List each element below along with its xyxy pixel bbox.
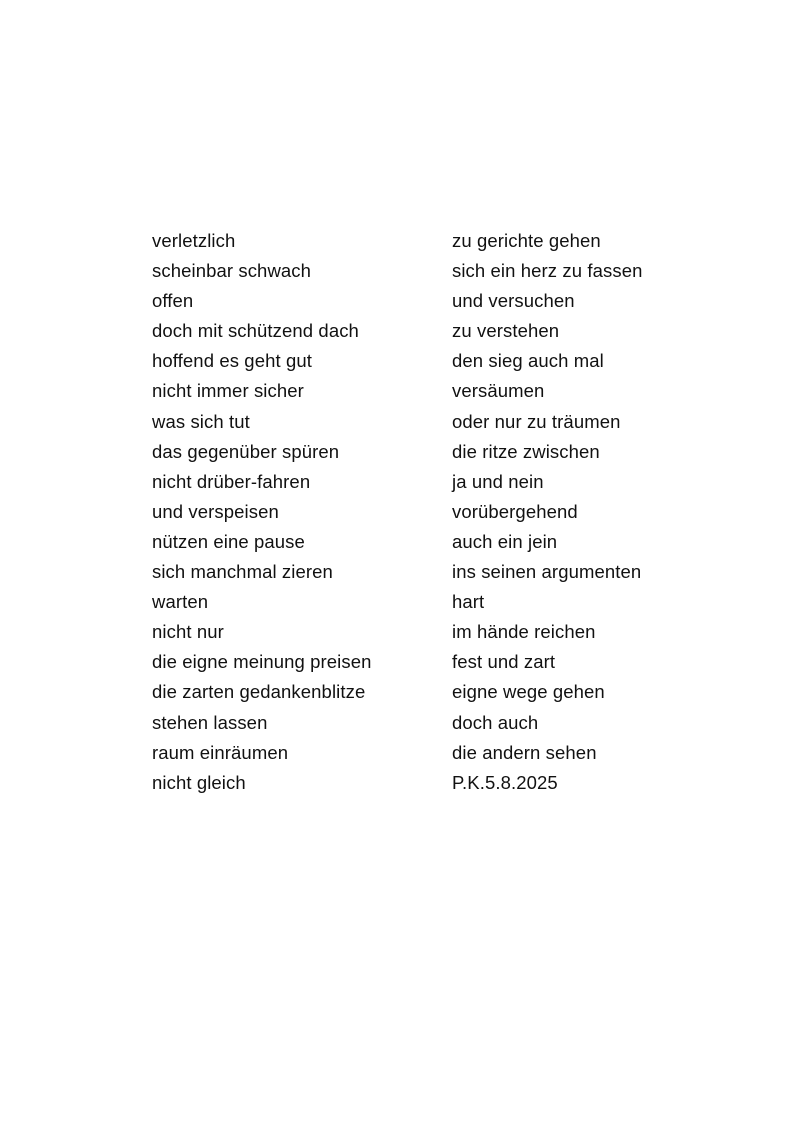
poem-line: zu gerichte gehen	[452, 230, 601, 251]
poem-line: vorübergehend	[452, 500, 578, 522]
poem-line: und versuchen	[452, 290, 575, 312]
poem-line: raum einräumen	[152, 741, 289, 763]
poem-line: doch mit schützend dach	[152, 320, 359, 342]
poem-line: offen	[152, 290, 194, 312]
poem-line: stehen lassen	[152, 711, 268, 733]
poem-line: scheinbar schwach	[152, 260, 312, 282]
poem-line: auch ein jein	[452, 530, 558, 552]
poem-line: nicht drüber-fahren	[152, 470, 311, 492]
poem-right-column	[452, 226, 642, 798]
poem-line: zu verstehen	[452, 320, 560, 342]
poem-line: die eigne meinung preisen	[152, 651, 372, 673]
poem-line: hart	[452, 591, 485, 613]
poem-line: hoffend es geht gut	[152, 350, 312, 372]
poem-line: warten	[152, 591, 209, 613]
poem-line: den sieg auch mal	[452, 350, 604, 372]
poem-line: ja und nein	[452, 470, 544, 492]
poem-line: oder nur zu träumen	[452, 410, 621, 432]
poem-line: die zarten gedankenblitze	[152, 681, 366, 703]
poem-signature-date: P.K.5.8.2025	[452, 771, 558, 793]
poem-line: doch auch	[452, 711, 539, 733]
poem-line: die andern sehen	[452, 741, 597, 763]
poem-line: und verspeisen	[152, 500, 279, 522]
poem-line: fest und zart	[452, 651, 556, 673]
poem-line: eigne wege gehen	[452, 681, 605, 703]
poem-line: im hände reichen	[452, 621, 596, 643]
poem-line: nützen eine pause	[152, 530, 305, 552]
poem-line: nicht nur	[152, 621, 224, 643]
poem-line: die ritze zwischen	[452, 440, 600, 462]
poem-line: nicht gleich	[152, 771, 246, 793]
poem-line: verletzlich	[152, 230, 236, 251]
poem-line: ins seinen argumenten	[452, 561, 642, 583]
poem-line: was sich tut	[152, 410, 250, 432]
poem-left-column	[152, 226, 372, 798]
poem-line: versäumen	[452, 380, 545, 402]
poem-line: sich ein herz zu fassen	[452, 260, 643, 282]
poem-line: das gegenüber spüren	[152, 440, 340, 462]
poem-line: nicht immer sicher	[152, 380, 304, 402]
poem-line: sich manchmal zieren	[152, 561, 333, 583]
